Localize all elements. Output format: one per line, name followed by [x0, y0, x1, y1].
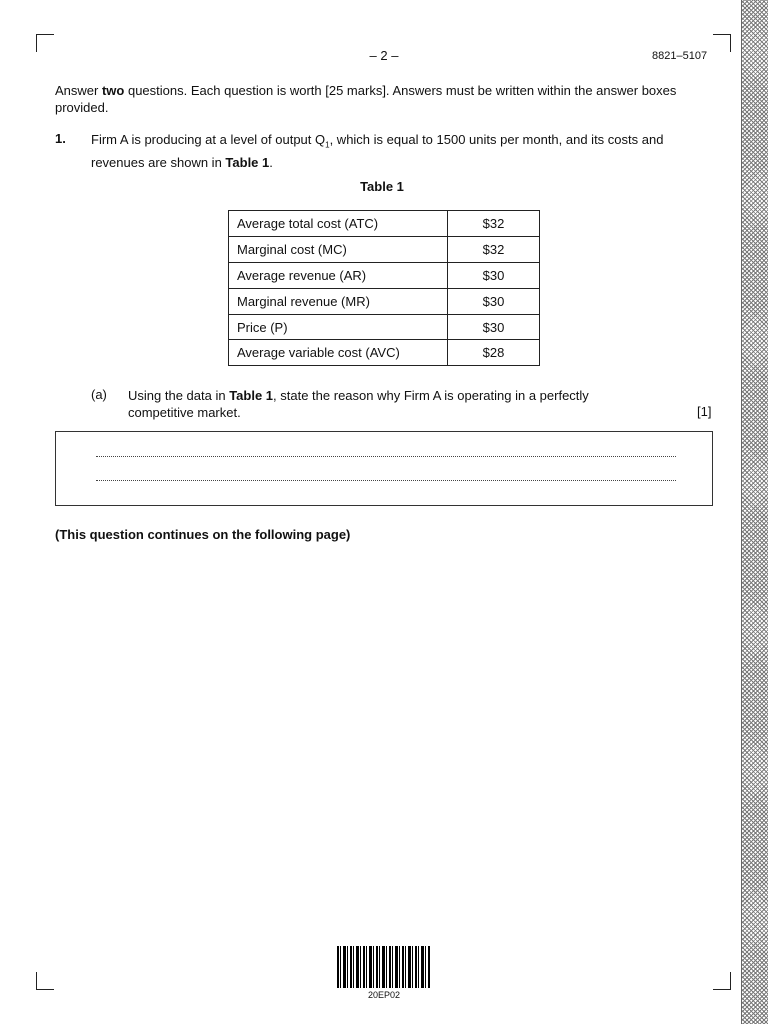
- table-row: [229, 211, 540, 237]
- table-cell-value: $30: [448, 288, 540, 314]
- barcode: [337, 946, 431, 988]
- page-number: – 2 –: [369, 48, 399, 63]
- table-row: [229, 288, 540, 314]
- answer-line[interactable]: [96, 456, 676, 457]
- barcode-text: 20EP02: [367, 990, 401, 1000]
- table-row: [229, 236, 540, 262]
- part-a-text: Using the data in Table 1, state the reason why Firm A is operating in a perfectly competitive market.: [128, 388, 589, 420]
- table-row: [229, 262, 540, 288]
- answer-line[interactable]: [96, 480, 676, 481]
- table-cell-value: $30: [448, 314, 540, 340]
- part-a-marks: [1]: [697, 404, 712, 419]
- margin-pattern-strip: [741, 0, 768, 1024]
- crop-mark-bottom-right: [713, 972, 731, 990]
- part-a-label: (a): [91, 387, 107, 402]
- table-title: Table 1: [360, 179, 404, 194]
- continues-note: (This question continues on the following page): [55, 527, 351, 542]
- table-cell-label: Marginal cost (MC): [229, 236, 448, 262]
- crop-mark-bottom-left: [36, 972, 54, 990]
- paper-code: 8821–5107: [652, 50, 708, 62]
- table-cell-label: Average total cost (ATC): [229, 211, 448, 237]
- table-cell-label: Average variable cost (AVC): [229, 340, 448, 366]
- cost-revenue-table: [228, 210, 540, 366]
- table-row: [229, 314, 540, 340]
- answer-box[interactable]: [55, 431, 713, 506]
- table-cell-value: $32: [448, 236, 540, 262]
- question-text: Firm A is producing at a level of output $Q_1$, which is equal to 1500 units per month, and its costs and revenues are shown in Table 1.: [91, 132, 664, 170]
- table-cell-value: $30: [448, 262, 540, 288]
- table-cell-label: Price (P): [229, 314, 448, 340]
- instructions: Answer two questions. Each question is worth [25 marks]. Answers must be written within the answer boxes provided.: [55, 83, 677, 115]
- table-cell-value: $28: [448, 340, 540, 366]
- table-cell-label: Marginal revenue (MR): [229, 288, 448, 314]
- table-cell-label: Average revenue (AR): [229, 262, 448, 288]
- table-row: [229, 340, 540, 366]
- table-cell-value: $32: [448, 211, 540, 237]
- question-number: 1.: [55, 131, 66, 146]
